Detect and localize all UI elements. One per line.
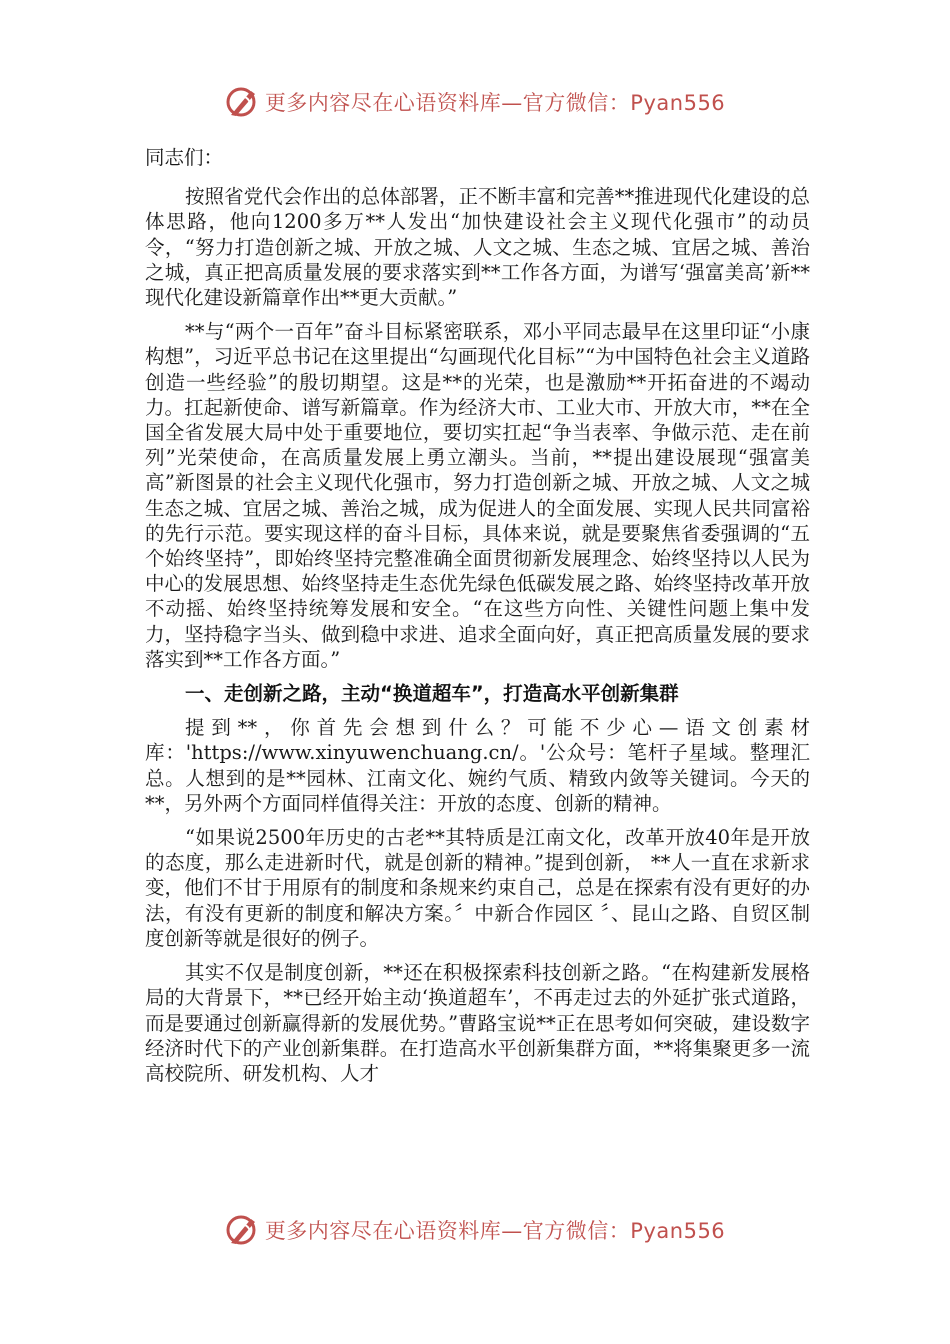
header-banner-text: 更多内容尽在心语资料库—官方微信：Pyan556 [264, 91, 726, 115]
salutation: 同志们： [145, 146, 224, 169]
section-heading: 一、走创新之路，主动“换道超车”，打造高水平创新集群 [185, 682, 679, 706]
paragraph-2: **与“两个一百年”奋斗目标紧密联系，邓小平同志最早在这里印证“小康构想”，习近平总书记在这里提出“勾画现代化目标”“为中国特色社会主义道路创造一些经验”的殷切期望。这是**的光荣，也是激励**开拓奋进的不竭动力。扛起新使命、谱写新篇章。作为经济大市、工业大市、开放大市，**在全国全省发展大局中处于重要地位，要切实扛起“争当表率、争做示范、走在前列”光荣使命，在高质量发展上勇立潮头。当前，**提出建设展现“强富美高”新图景的社会主义现代化强市，努力打造创新之城、开放之城、人文之城生态之城、宜居之城、善治之城，成为促进人的全面发展、实现人民共同富裕的先行示范。要实现这样的奋斗目标，具体来说，就是要聚焦省委强调的“五个始终坚持”，即始终坚持完整准确全面贯彻新发展理念、始终坚持以人民为中心的发展思想、始终坚持走生态优先绿色低碳发展之路、始终坚持改革开放不动摇、始终坚持统筹发展和安全。“在这些方向性、关键性问题上集中发力，坚持稳字当头、做到稳中求进、追求全面向好，真正把高质量发展的要求落实到**工作各方面。” [145, 320, 810, 671]
section-paragraph-1: 提到**，你首先会想到什么？可能不少心—语文创素材库：'https://www.xinyuwenchuang.cn/。'公众号：笔杆子星域。整理汇总。人想到的是**园林、江南文化、婉约气质、精致内敛等关键词。今天的**，另外两个方面同样值得关注：开放的态度、创新的精神。 [145, 716, 810, 815]
header-banner [0, 82, 950, 122]
pen-logo-icon [225, 1213, 259, 1247]
paragraph-1: 按照省党代会作出的总体部署，正不断丰富和完善**推进现代化建设的总体思路，他向1200多万**人发出“加快建设社会主义现代化强市”的动员令，“努力打造创新之城、开放之城、人文之城、生态之城、宜居之城、善治之城，真正把高质量发展的要求落实到**工作各方面，为谱写‘强富美高’新**现代化建设新篇章作出**更大贡献。” [145, 185, 810, 310]
section-paragraph-3: 其实不仅是制度创新，**还在积极探索科技创新之路。“在构建新发展格局的大背景下，**已经开始主动‘换道超车’，不再走过去的外延扩张式道路，而是要通过创新赢得新的发展优势。”曹路宝说**正在思考如何突破，建设数字经济时代下的产业创新集群。在打造高水平创新集群方面，**将集聚更多一流高校院所、研发机构、人才 [145, 961, 810, 1085]
document-body [145, 145, 810, 1095]
pen-logo-icon [225, 85, 259, 119]
section-paragraph-2: “如果说2500年历史的古老**其特质是江南文化，改革开放40年是开放的态度，那么走进新时代，就是创新的精神。”提到创新， **人一直在求新求变，他们不甘于用原有的制度和条规来约束自己，总是在探索有没有更好的办法，有没有更新的制度和解决方案。〞中新合作园区 〞、昆山之路、自贸区制度创新等就是很好的例子。 [145, 826, 810, 950]
footer-banner-text: 更多内容尽在心语资料库—官方微信：Pyan556 [264, 1219, 726, 1243]
footer-banner [0, 1210, 950, 1250]
